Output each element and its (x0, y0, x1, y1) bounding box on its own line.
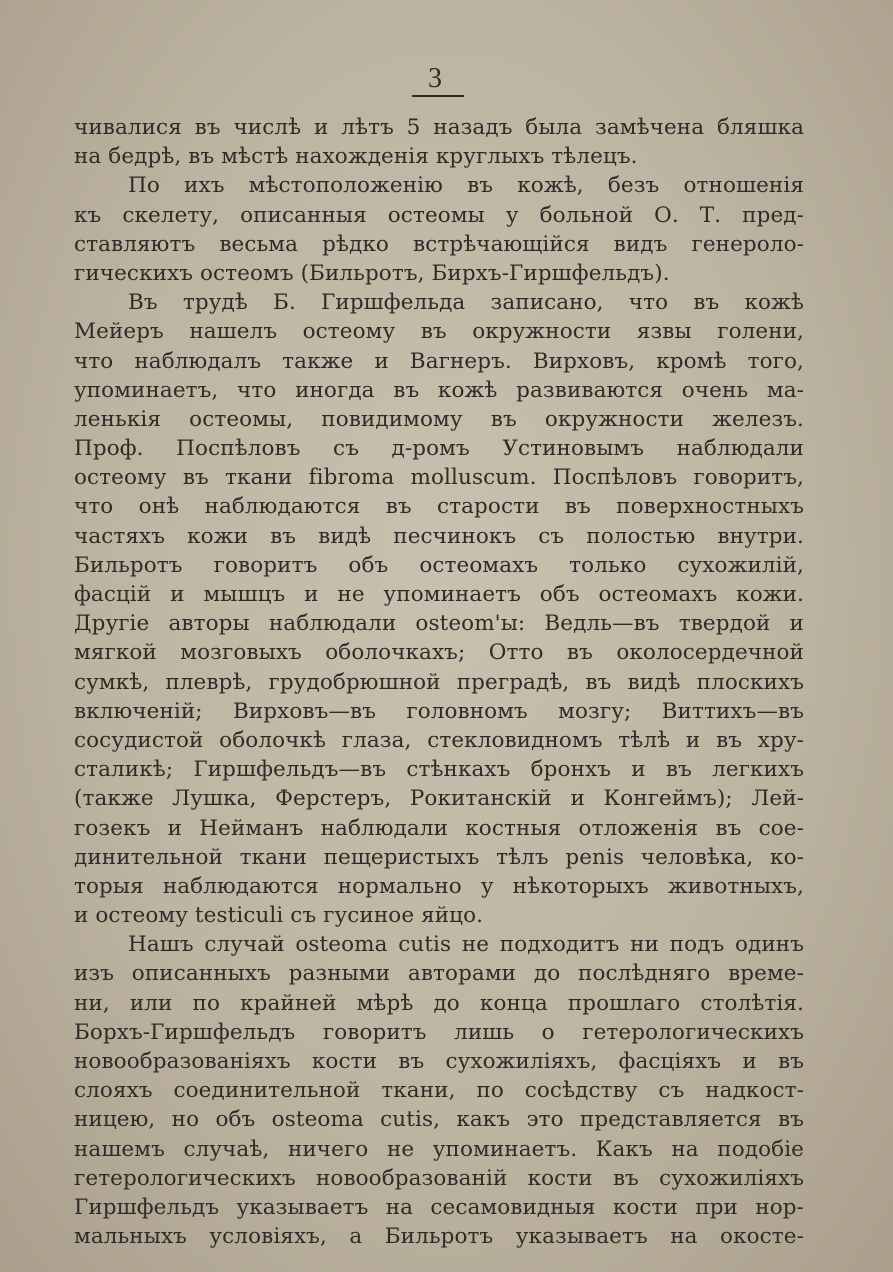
text-line: Другіе авторы наблюдали osteom'ы: Ведль—въ твердой и (74, 611, 804, 637)
text-line: гозекъ и Нейманъ наблюдали костныя отложенія въ сое- (74, 815, 804, 841)
text-line: Бильротъ говоритъ объ остеомахъ только сухожилій, (74, 552, 804, 578)
text-line: мягкой мозговыхъ оболочкахъ; Отто въ околосердечной (74, 640, 804, 666)
text-line: сталикѣ; Гиршфельдъ—въ стѣнкахъ бронхъ и въ легкихъ (74, 757, 804, 783)
text-line: ни, или по крайней мѣрѣ до конца прошлаго столѣтія. (74, 990, 804, 1016)
text-line: что наблюдалъ также и Вагнеръ. Вирховъ, кромѣ того, (74, 348, 804, 374)
text-line: Нашъ случай osteoma cutis не подходитъ ни подъ одинъ (128, 932, 804, 958)
text-line: Проф. Поспѣловъ съ д-ромъ Устиновымъ наблюдали (74, 436, 804, 462)
text-line: гическихъ остеомъ (Бильротъ, Бирхъ-Гиршфельдъ). (74, 260, 670, 286)
text-line: Мейеръ нашелъ остеому въ окружности язвы голени, (74, 319, 804, 345)
text-line: (также Лушка, Ферстеръ, Рокитанскій и Конгеймъ); Лей- (74, 786, 804, 812)
text-line: на бедрѣ, въ мѣстѣ нахожденія круглыхъ тѣлецъ. (74, 144, 638, 170)
text-line: фасцій и мышцъ и не упоминаетъ объ остеомахъ кожи. (74, 582, 804, 607)
text-line: ставляютъ весьма рѣдко встрѣчающійся видъ генероло- (74, 231, 804, 257)
text-line: мальныхъ условіяхъ, а Бильротъ указываетъ на окосте- (74, 1224, 804, 1250)
text-line: нашемъ случаѣ, ничего не упоминаетъ. Какъ на подобіе (74, 1136, 804, 1162)
text-line: гетерологическихъ новообразованій кости въ сухожиліяхъ (74, 1165, 804, 1191)
text-line: чивалися въ числѣ и лѣтъ 5 назадъ была замѣчена бляшка (74, 115, 804, 140)
text-line: новообразованіяхъ кости въ сухожиліяхъ, фасціяхъ и въ (74, 1049, 804, 1074)
text-line: остеому въ ткани fibroma molluscum. Поспѣловъ говоритъ, (74, 465, 804, 491)
page-number-underline (412, 95, 464, 97)
text-line: и остеому testiculi съ гусиное яйцо. (74, 903, 484, 929)
text-line: слояхъ соединительной ткани, по сосѣдству съ надкост- (74, 1078, 804, 1104)
text-line: ницею, но объ osteoma cutis, какъ это представляется въ (74, 1107, 804, 1133)
text-line: сумкѣ, плеврѣ, грудобрюшной преградѣ, въ видѣ плоскихъ (74, 669, 804, 695)
text-line: изъ описанныхъ разными авторами до послѣдняго време- (74, 961, 804, 987)
text-line: торыя наблюдаются нормально у нѣкоторыхъ животныхъ, (74, 873, 804, 899)
text-line: ленькія остеомы, повидимому въ окружности железъ. (74, 406, 804, 432)
text-line: къ скелету, описанныя остеомы у больной О. Т. пред- (74, 202, 804, 228)
text-line: Борхъ-Гиршфельдъ говоритъ лишь о гетерологическихъ (74, 1019, 804, 1045)
text-line: Въ трудѣ Б. Гиршфельда записано, что въ кожѣ (128, 290, 804, 316)
text-line: По ихъ мѣстоположенію въ кожѣ, безъ отношенія (128, 173, 804, 199)
text-line: динительной ткани пещеристыхъ тѣлъ penis человѣка, ко- (74, 844, 804, 870)
text-line: упоминаетъ, что иногда въ кожѣ развиваются очень ма- (74, 377, 804, 403)
text-line: сосудистой оболочкѣ глаза, стекловидномъ тѣлѣ и въ хру- (74, 727, 804, 753)
text-line: Гиршфельдъ указываетъ на сесамовидныя кости при нор- (74, 1194, 804, 1220)
body-text (74, 113, 804, 1251)
text-line: что онѣ наблюдаются въ старости въ поверхностныхъ (74, 494, 804, 520)
text-line: включеній; Вирховъ—въ головномъ мозгу; Виттихъ—въ (74, 698, 804, 724)
page-number: 3 (428, 63, 442, 94)
text-line: частяхъ кожи въ видѣ песчинокъ съ полостью внутри. (74, 523, 804, 549)
